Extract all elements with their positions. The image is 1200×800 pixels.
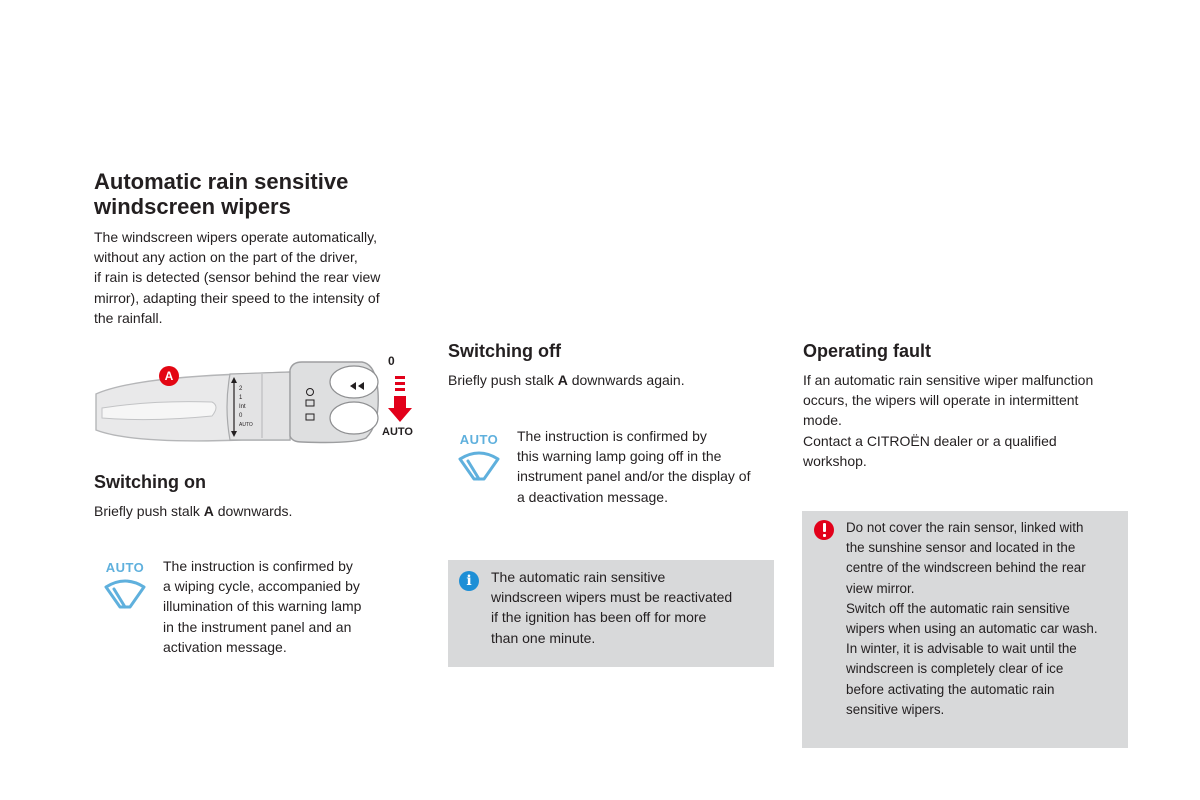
warning-line: before activating the automatic rain: [846, 681, 1055, 697]
operating-fault-section: [803, 340, 1143, 471]
info-line: windscreen wipers must be reactivated: [491, 589, 733, 606]
text-part: downwards again.: [567, 372, 685, 388]
note-line: a wiping cycle, accompanied by: [163, 578, 360, 595]
warning-icon: [814, 520, 834, 540]
stalk-label-zero: 0: [388, 354, 395, 368]
wiper-auto-indicator-icon: [456, 449, 502, 483]
info-line: if the ignition has been off for more: [491, 609, 707, 626]
switching-on-title: Switching on: [94, 472, 206, 492]
warning-line: windscreen is completely clear of ice: [846, 661, 1064, 677]
title-line: Automatic rain sensitive: [94, 169, 349, 194]
page-title: [94, 169, 424, 219]
switching-on-section: [94, 471, 424, 521]
ring-label-int: Int: [239, 404, 246, 410]
auto-indicator-label: AUTO: [459, 432, 499, 447]
stalk-ref: A: [557, 372, 568, 388]
switching-off-section: [448, 340, 778, 390]
ring-label-2: 2: [239, 386, 243, 392]
text-line: workshop.: [803, 452, 867, 469]
switching-on-indicator: [102, 560, 148, 616]
text-line: mode.: [803, 412, 842, 429]
title-line: windscreen wipers: [94, 194, 291, 219]
info-text: [491, 567, 732, 648]
operating-fault-title: Operating fault: [803, 341, 932, 361]
text-line: without any action on the part of the driver,: [94, 249, 358, 266]
warning-line: sensitive wipers.: [846, 701, 945, 717]
stalk-label-a: [159, 366, 179, 386]
switching-on-text: [94, 501, 424, 521]
stalk-illustration: [92, 352, 422, 448]
ring-label-0: 0: [239, 413, 243, 419]
text-part: downwards.: [213, 503, 293, 519]
text-part: Briefly push stalk: [448, 372, 558, 388]
warning-box: [802, 511, 1128, 748]
intro-text: [94, 227, 424, 328]
switching-off-note: [517, 426, 750, 507]
note-line: activation message.: [163, 638, 287, 655]
switching-off-indicator: [456, 432, 502, 488]
warning-line: In winter, it is advisable to wait until the: [846, 641, 1077, 657]
text-line: mirror), adapting their speed to the intensity of: [94, 289, 380, 306]
note-line: instrument panel and/or the display of: [517, 468, 751, 485]
text-line: the rainfall.: [94, 309, 163, 326]
switching-off-title: Switching off: [448, 341, 561, 361]
info-icon: i: [459, 571, 479, 591]
text-part: Briefly push stalk: [94, 503, 204, 519]
note-line: a deactivation message.: [517, 488, 668, 505]
warning-line: the sunshine sensor and located in the: [846, 540, 1076, 556]
wiper-stalk-diagram: [92, 352, 422, 448]
warning-line: view mirror.: [846, 580, 915, 596]
note-line: The instruction is confirmed by: [517, 428, 707, 444]
stalk-label-auto: AUTO: [382, 426, 413, 438]
info-box: [448, 560, 774, 667]
warning-line: centre of the windscreen behind the rear: [846, 560, 1086, 576]
auto-indicator-label: AUTO: [105, 560, 145, 575]
note-line: this warning lamp going off in the: [517, 448, 722, 465]
note-line: The instruction is confirmed by: [163, 558, 353, 574]
warning-line: Do not cover the rain sensor, linked with: [846, 520, 1084, 535]
text-line: The windscreen wipers operate automatically,: [94, 229, 377, 245]
text-line: occurs, the wipers will operate in intermittent: [803, 392, 1079, 409]
wiper-auto-indicator-icon: [102, 577, 148, 611]
warning-line: Switch off the automatic rain sensitive: [846, 600, 1070, 616]
text-line: If an automatic rain sensitive wiper malfunction: [803, 372, 1094, 388]
ring-label-1: 1: [239, 395, 243, 401]
text-line: Contact a CITROËN dealer or a qualified: [803, 432, 1057, 449]
info-line: than one minute.: [491, 629, 596, 646]
ring-label-auto: AUTO: [239, 422, 253, 428]
warning-text: [846, 518, 1098, 720]
switching-off-text: [448, 370, 778, 390]
operating-fault-text: [803, 370, 1143, 471]
text-line: if rain is detected (sensor behind the rear view: [94, 269, 381, 286]
label-a-text: A: [164, 369, 174, 383]
note-line: in the instrument panel and an: [163, 618, 352, 635]
intro-section: [94, 169, 424, 328]
note-line: illumination of this warning lamp: [163, 598, 362, 615]
switching-on-note: [163, 556, 361, 657]
info-line: The automatic rain sensitive: [491, 569, 666, 585]
stalk-ref: A: [203, 503, 214, 519]
warning-line: wipers when using an automatic car wash.: [846, 621, 1098, 637]
